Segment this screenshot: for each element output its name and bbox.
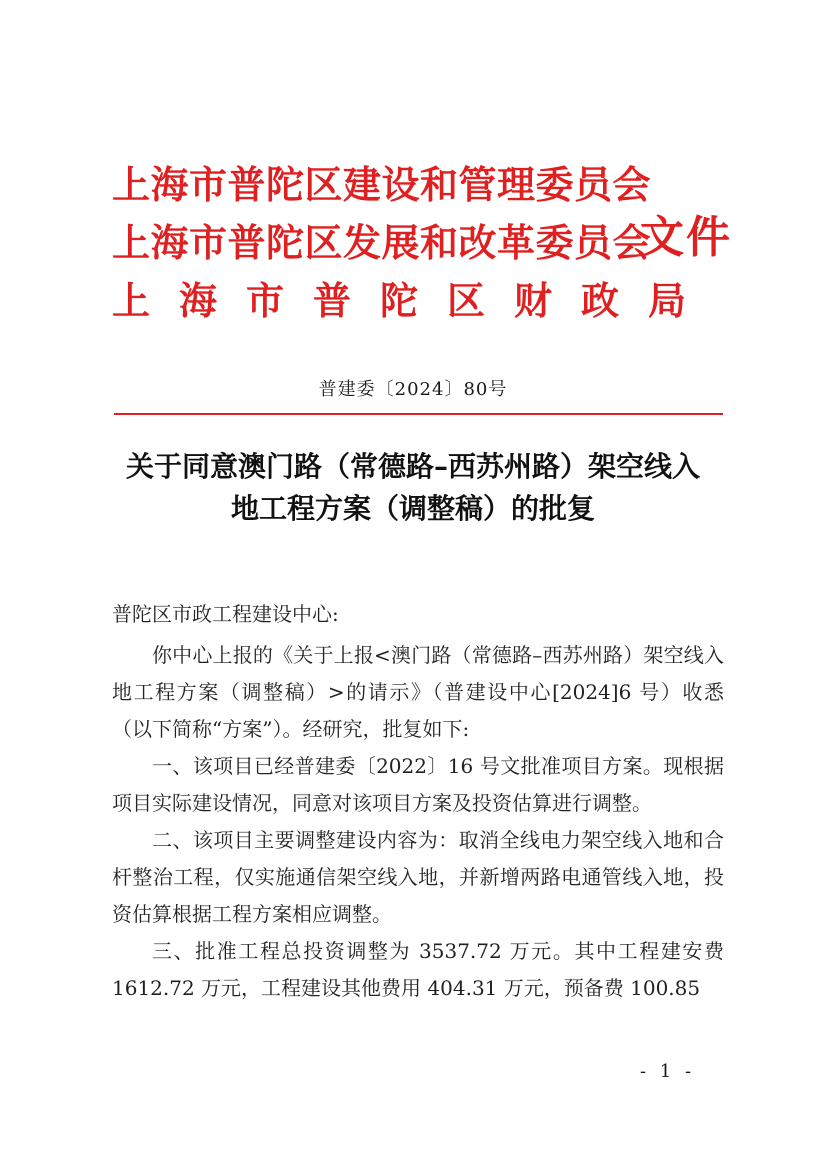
paragraph-intro: 你中心上报的《关于上报<澳门路（常德路–西苏州路）架空线入地工程方案（调整稿）>的请示》（普建设中心[2024]6 号）收悉（以下简称“方案”）。经研究，批复如下: — [112, 643, 724, 741]
paragraph-item-1: 一、该项目已经普建委〔2022〕16 号文批准项目方案。现根据项目实际建设情况，同意对该项目方案及投资估算进行调整。 — [112, 754, 724, 815]
title-line-2: 地工程方案（调整稿）的批复 — [230, 492, 595, 525]
document-number: 普建委〔2024〕80号 — [318, 379, 508, 400]
document-title — [100, 446, 726, 530]
paragraph-item-2: 二、该项目主要调整建设内容为：取消全线电力架空线入地和合杆整治工程，仅实施通信架空线入地，并新增两路电通管线入地，投资估算根据工程方案相应调整。 — [112, 828, 724, 926]
addressee: 普陀区市政工程建设中心: — [112, 602, 339, 626]
paragraph-item-3: 三、批准工程总投资调整为 3537.72 万元。其中工程建安费 1612.72 万元，工程建设其他费用 404.31 万元，预备费 100.85 — [112, 939, 724, 1000]
title-line-1: 关于同意澳门路（常德路–西苏州路）架空线入 — [125, 450, 700, 483]
issuer-finance-bureau: 上海市普陀区财政局 — [112, 278, 716, 323]
red-divider — [114, 413, 723, 415]
document-type-label: 文件 — [640, 212, 732, 263]
page-number: - 1 - — [640, 1061, 696, 1082]
issuer-construction-committee: 上海市普陀区建设和管理委员会 — [112, 162, 652, 207]
issuer-development-committee: 上海市普陀区发展和改革委员会 — [112, 220, 652, 265]
document-body — [112, 596, 724, 1007]
